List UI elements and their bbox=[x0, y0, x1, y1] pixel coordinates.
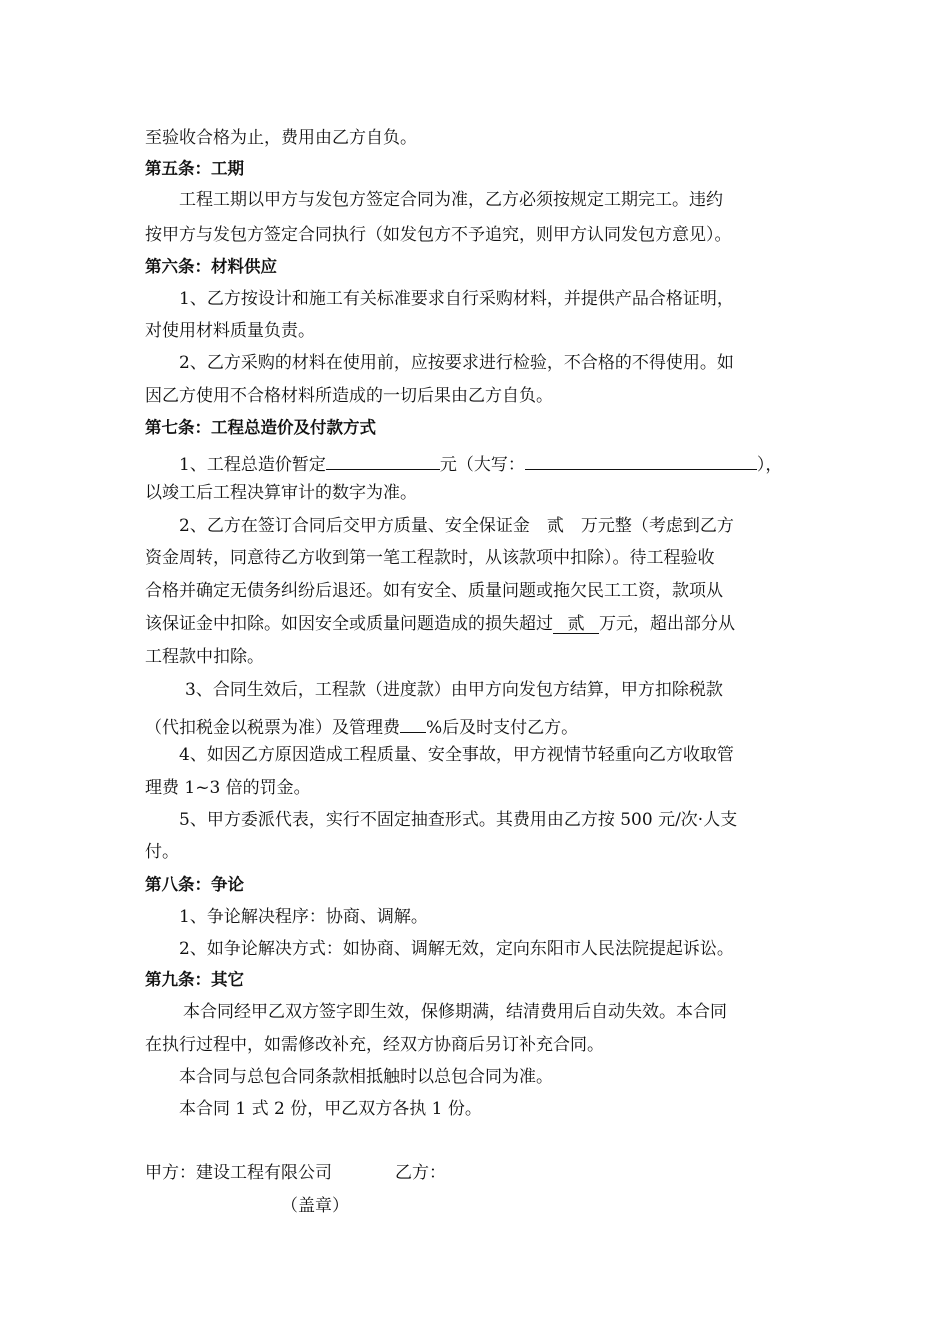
article-8-item-2: 2、如争论解决方式：如协商、调解无效，定向东阳市人民法院提起诉讼。 bbox=[179, 939, 734, 959]
article-6-title: 第六条：材料供应 bbox=[145, 257, 277, 276]
article-7-item-1: 以竣工后工程决算审计的数字为准。 bbox=[145, 483, 417, 503]
article-7-item-2: 工程款中扣除。 bbox=[145, 647, 264, 667]
article-9-text: 在执行过程中，如需修改补充，经双方协商后另订补充合同。 bbox=[145, 1035, 604, 1055]
seal-label: （盖章） bbox=[281, 1196, 349, 1216]
article-7-title: 第七条：工程总造价及付款方式 bbox=[145, 418, 376, 437]
article-7-item-2 bbox=[145, 614, 735, 634]
article-7-item-2: 2、乙方在签订合同后交甲方质量、安全保证金 贰 万元整（考虑到乙方 bbox=[179, 516, 734, 536]
article-5-text: 工程工期以甲方与发包方签定合同为准，乙方必须按规定工期完工。违约 bbox=[179, 190, 723, 210]
article-5-text: 按甲方与发包方签定合同执行（如发包方不予追究，则甲方认同发包方意见）。 bbox=[145, 225, 732, 245]
management-fee-label: （代扣税金以税票为准）及管理费 bbox=[145, 718, 400, 738]
article-7-item-3 bbox=[145, 713, 578, 738]
article-7-item-1 bbox=[179, 450, 815, 475]
article-6-item-1: 对使用材料质量负责。 bbox=[145, 321, 315, 341]
article-9-text: 本合同经甲乙双方签字即生效，保修期满，结清费用后自动失效。本合同 bbox=[183, 1002, 727, 1022]
article-5-title: 第五条：工期 bbox=[145, 159, 244, 178]
article-6-item-2: 因乙方使用不合格材料所造成的一切后果由乙方自负。 bbox=[145, 386, 553, 406]
article-9-text: 本合同 1 式 2 份，甲乙双方各执 1 份。 bbox=[179, 1099, 482, 1119]
line-acceptance: 至验收合格为止，费用由乙方自负。 bbox=[145, 128, 417, 148]
total-price-label: 1、工程总造价暂定 bbox=[179, 455, 326, 475]
article-7-item-5: 付。 bbox=[145, 842, 179, 862]
total-price-blank bbox=[326, 450, 440, 470]
management-fee-blank bbox=[400, 713, 426, 733]
article-8-item-1: 1、争论解决程序：协商、调解。 bbox=[179, 907, 428, 927]
article-9-text: 本合同与总包合同条款相抵触时以总包合同为准。 bbox=[179, 1067, 553, 1087]
article-7-item-3: 3、合同生效后，工程款（进度款）由甲方向发包方结算，甲方扣除税款 bbox=[185, 680, 723, 700]
article-7-item-5: 5、甲方委派代表，实行不固定抽查形式。其费用由乙方按 500 元/次·人支 bbox=[179, 810, 738, 830]
management-fee-text: %后及时支付乙方。 bbox=[426, 718, 579, 738]
total-price-capital-blank bbox=[525, 450, 757, 470]
article-7-item-2: 合格并确定无债务纠纷后退还。如有安全、质量问题或拖欠民工工资，款项从 bbox=[145, 581, 723, 601]
deposit-text-end: 万元，超出部分从 bbox=[599, 614, 735, 634]
article-7-item-4: 理费 1~3 倍的罚金。 bbox=[145, 778, 311, 798]
article-7-item-2: 资金周转，同意待乙方收到第一笔工程款时，从该款项中扣除）。待工程验收 bbox=[145, 548, 715, 568]
article-8-title: 第八条：争论 bbox=[145, 875, 244, 894]
total-price-close: ）， bbox=[756, 455, 783, 475]
party-b-signature: 乙方： bbox=[395, 1163, 446, 1183]
party-a-signature: 甲方：建设工程有限公司 bbox=[145, 1163, 332, 1183]
article-6-item-2: 2、乙方采购的材料在使用前，应按要求进行检验，不合格的不得使用。如 bbox=[179, 353, 734, 373]
article-6-item-1: 1、乙方按设计和施工有关标准要求自行采购材料，并提供产品合格证明， bbox=[179, 289, 734, 309]
deposit-text: 该保证金中扣除。如因安全或质量问题造成的损失超过 bbox=[145, 614, 553, 634]
article-9-title: 第九条：其它 bbox=[145, 970, 244, 989]
total-price-capital-label: 元（大写： bbox=[439, 455, 525, 475]
article-7-item-4: 4、如因乙方原因造成工程质量、安全事故，甲方视情节轻重向乙方收取管 bbox=[179, 745, 734, 765]
loss-limit-amount: 贰 bbox=[553, 614, 599, 634]
